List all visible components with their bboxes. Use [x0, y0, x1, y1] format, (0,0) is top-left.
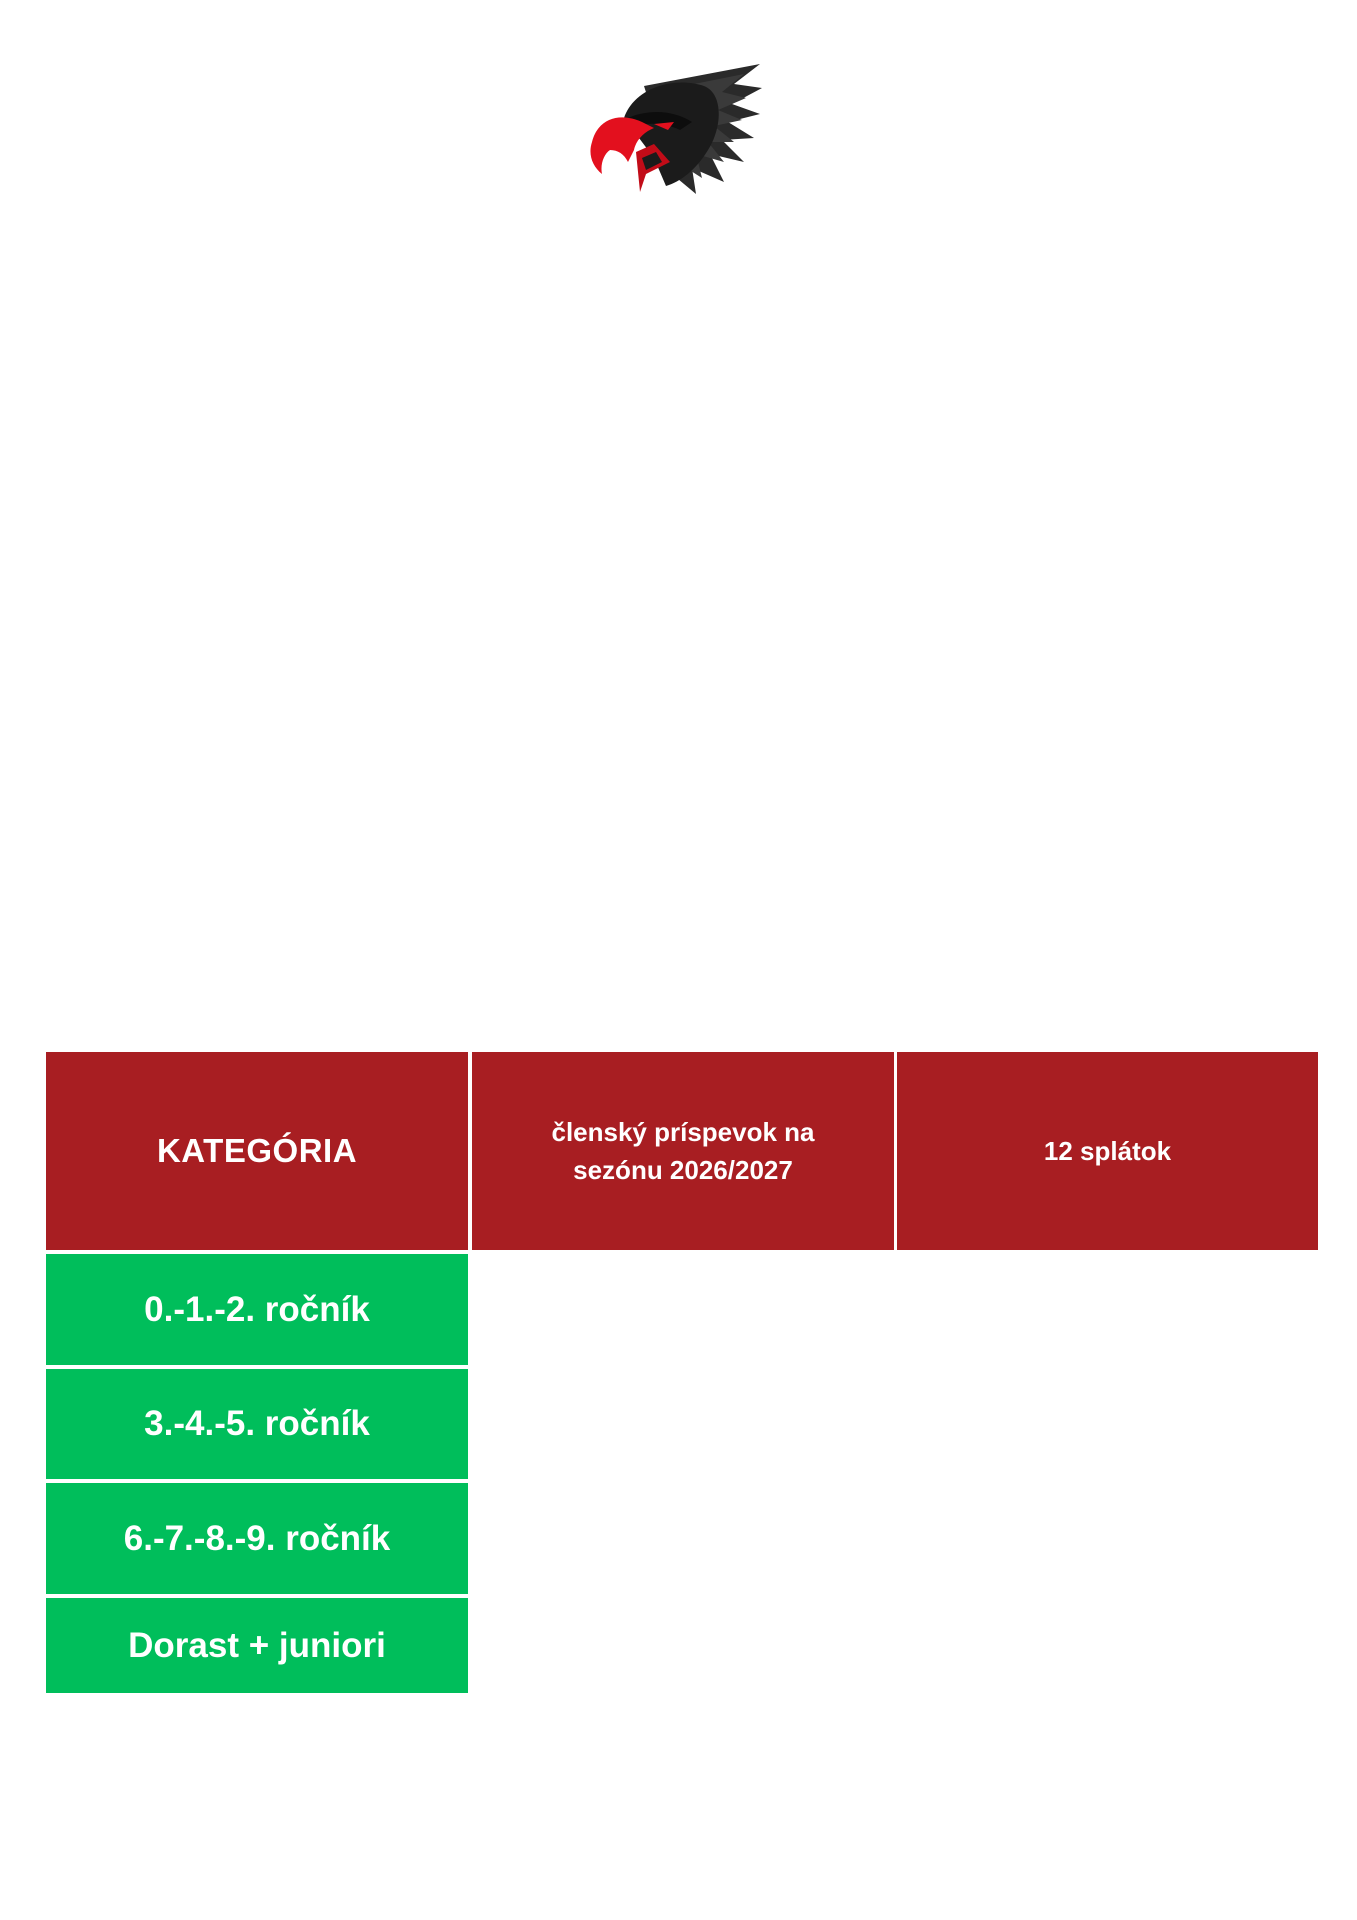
header-category: KATEGÓRIA — [46, 1052, 468, 1250]
category-cell: 6.-7.-8.-9. ročník — [46, 1483, 468, 1594]
header-membership-fee: členský príspevok na sezónu 2026/2027 — [472, 1052, 894, 1250]
header-installments: 12 splátok — [897, 1052, 1318, 1250]
category-cell: 0.-1.-2. ročník — [46, 1254, 468, 1365]
eagle-head-logo-icon — [584, 58, 774, 198]
category-cell: 3.-4.-5. ročník — [46, 1369, 468, 1479]
category-cell: Dorast + juniori — [46, 1598, 468, 1693]
